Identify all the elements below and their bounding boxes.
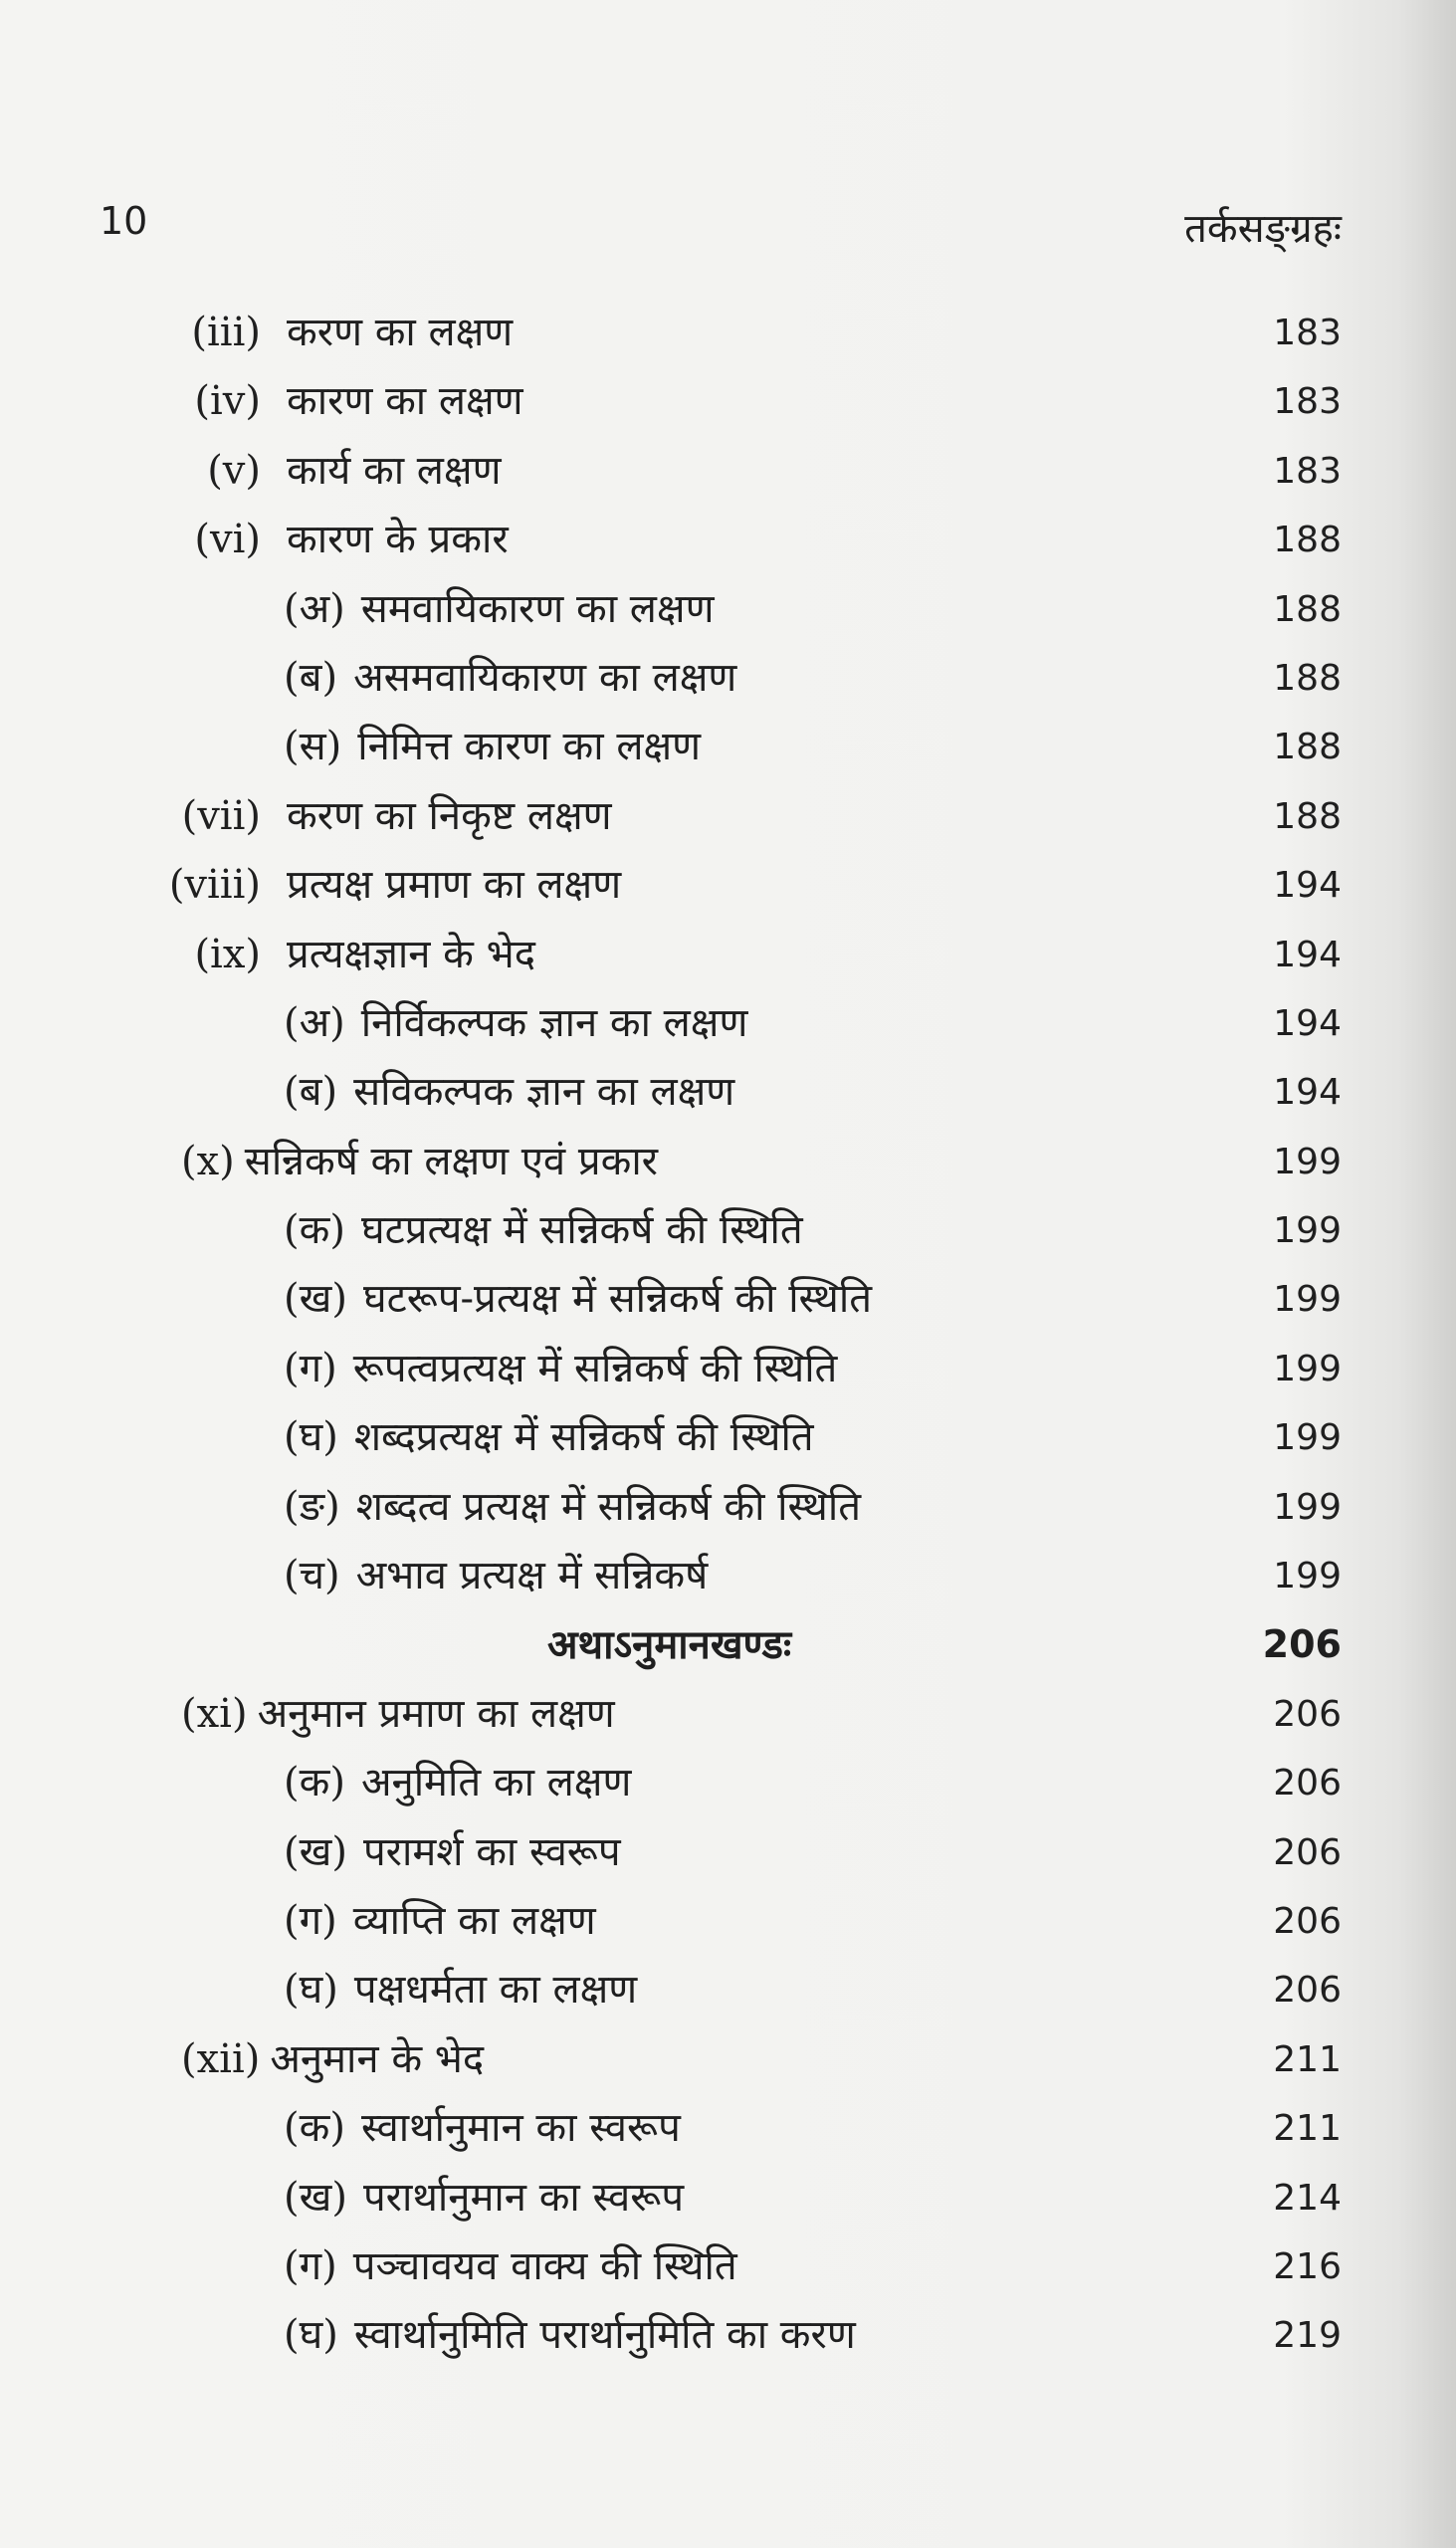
subentry-title: असमवायिकारण का लक्षण	[353, 654, 737, 701]
subentry-marker: (क)	[284, 1207, 345, 1254]
page-reference: 183	[1273, 450, 1342, 492]
toc-entry	[149, 506, 1342, 574]
subentry-title: स्वार्थानुमान का स्वरूप	[360, 2105, 681, 2152]
subentry-marker: (घ)	[284, 2312, 338, 2359]
toc-entry	[149, 921, 1342, 989]
subentry-title: समवायिकारण का लक्षण	[360, 585, 715, 632]
table-of-contents	[149, 299, 1342, 2371]
toc-entry	[149, 782, 1342, 851]
toc-subentry	[149, 1818, 1342, 1887]
page-reference: 206	[1273, 1763, 1342, 1805]
toc-subentry	[149, 1749, 1342, 1817]
subentry-wrapper	[149, 1829, 621, 1875]
subentry-title: अभाव प्रत्यक्ष में सन्निकर्ष	[355, 1553, 709, 1599]
page-reference: 194	[1273, 934, 1342, 975]
page-reference: 194	[1273, 865, 1342, 907]
subentry-marker: (ब)	[284, 654, 338, 701]
entry-number: (iii)	[191, 310, 261, 355]
toc-subentry	[149, 2164, 1342, 2232]
page-reference: 214	[1273, 2177, 1342, 2219]
toc-entry	[149, 2025, 1342, 2094]
toc-entry	[149, 1680, 1342, 1749]
subentry-wrapper	[149, 1898, 596, 1944]
toc-subentry	[149, 1058, 1342, 1127]
page-reference: 188	[1273, 795, 1342, 837]
entry-number: (vi)	[194, 517, 261, 563]
toc-entry	[149, 437, 1342, 506]
toc-entry	[149, 1128, 1342, 1196]
page-number: 10	[100, 199, 148, 243]
subentry-title: रूपत्वप्रत्यक्ष में सन्निकर्ष की स्थिति	[352, 1345, 838, 1391]
entry-number: (xi)	[181, 1690, 248, 1737]
subentry-marker: (ग)	[284, 1897, 337, 1944]
entry-title: अनुमान प्रमाण का लक्षण	[257, 1690, 615, 1737]
page-reference: 199	[1273, 1141, 1342, 1182]
subentry-marker: (घ)	[284, 1967, 338, 2014]
subentry-wrapper	[149, 2105, 681, 2151]
page-reference: 199	[1273, 1486, 1342, 1528]
page-reference: 199	[1273, 1417, 1342, 1459]
subentry-title: सविकल्पक ज्ञान का लक्षण	[353, 1069, 735, 1116]
subentry-marker: (ङ)	[284, 1483, 340, 1530]
subentry-wrapper	[149, 655, 736, 701]
subentry-title: परार्थानुमान का स्वरूप	[362, 2174, 685, 2221]
subentry-wrapper	[149, 2175, 684, 2221]
subentry-title: घटप्रत्यक्ष में सन्निकर्ष की स्थिति	[360, 1207, 803, 1254]
subentry-marker: (ग)	[284, 2242, 337, 2289]
toc-subentry	[149, 2301, 1342, 2370]
page-reference: 188	[1273, 657, 1342, 699]
page-reference: 206	[1273, 1970, 1342, 2012]
entry-title: सन्निकर्ष का लक्षण एवं प्रकार	[244, 1138, 659, 1184]
toc-subentry	[149, 1956, 1342, 2024]
subentry-title: अनुमिति का लक्षण	[360, 1760, 632, 1806]
subentry-wrapper	[149, 724, 701, 769]
subentry-wrapper	[149, 1760, 631, 1805]
subentry-marker: (क)	[284, 1760, 345, 1806]
entry-title: कारण के प्रकार	[287, 517, 509, 563]
toc-subentry	[149, 713, 1342, 781]
page-header	[100, 199, 1342, 259]
subentry-wrapper	[149, 1484, 861, 1530]
page-reference: 219	[1273, 2315, 1342, 2357]
toc-subentry	[149, 1196, 1342, 1265]
subentry-title: स्वार्थानुमिति परार्थानुमिति का करण	[353, 2312, 856, 2359]
subentry-title: निर्विकल्पक ज्ञान का लक्षण	[360, 999, 748, 1046]
subentry-wrapper	[149, 2243, 737, 2289]
subentry-title: व्याप्ति का लक्षण	[352, 1897, 596, 1944]
subentry-marker: (घ)	[284, 1414, 338, 1461]
toc-subentry	[149, 1887, 1342, 1956]
toc-subentry	[149, 1265, 1342, 1334]
subentry-marker: (अ)	[284, 585, 345, 632]
toc-subentry	[149, 1403, 1342, 1472]
page-reference: 199	[1273, 1348, 1342, 1389]
toc-entry	[149, 851, 1342, 920]
entry-number: (vii)	[181, 792, 261, 839]
subentry-title: परामर्श का स्वरूप	[362, 1828, 621, 1875]
subentry-wrapper	[149, 1346, 837, 1391]
page-reference: 183	[1273, 313, 1342, 353]
subentry-title: पञ्चावयव वाक्य की स्थिति	[352, 2242, 737, 2289]
toc-subentry	[149, 2094, 1342, 2163]
toc-subentry	[149, 1335, 1342, 1403]
page-reference: 211	[1273, 2038, 1342, 2080]
subentry-title: पक्षधर्मता का लक्षण	[353, 1967, 638, 2014]
book-title: तर्कसङ्ग्रहः	[1184, 206, 1342, 252]
subentry-wrapper	[149, 1207, 803, 1253]
subentry-wrapper	[149, 1553, 708, 1598]
entry-title: प्रत्यक्ष प्रमाण का लक्षण	[287, 862, 622, 909]
page-reference: 199	[1273, 1556, 1342, 1597]
toc-subentry	[149, 644, 1342, 713]
page-reference: 206	[1273, 1900, 1342, 1942]
subentry-wrapper	[149, 1414, 814, 1460]
page-reference: 194	[1273, 1002, 1342, 1044]
page-reference: 199	[1273, 1279, 1342, 1321]
toc-subentry	[149, 575, 1342, 644]
page-reference: 211	[1273, 2108, 1342, 2150]
subentry-marker: (ख)	[284, 2174, 347, 2221]
entry-number: (viii)	[168, 862, 261, 909]
subentry-wrapper	[149, 1000, 747, 1046]
subentry-title: शब्दप्रत्यक्ष में सन्निकर्ष की स्थिति	[353, 1414, 814, 1461]
toc-section-heading	[149, 1610, 1342, 1679]
entry-number: (xii)	[181, 2035, 261, 2082]
section-title: अथाऽनुमानखण्डः	[547, 1621, 792, 1669]
entry-number: (x)	[181, 1138, 235, 1184]
subentry-marker: (ख)	[284, 1276, 347, 1323]
subentry-marker: (ब)	[284, 1069, 338, 1116]
subentry-wrapper	[149, 2312, 856, 2358]
subentry-wrapper	[149, 586, 715, 632]
subentry-title: निमित्त कारण का लक्षण	[357, 724, 702, 770]
subentry-wrapper	[149, 1276, 872, 1322]
subentry-marker: (स)	[284, 724, 342, 770]
page-reference: 216	[1273, 2245, 1342, 2287]
subentry-marker: (च)	[284, 1553, 340, 1599]
page-reference: 206	[1273, 1693, 1342, 1735]
page-reference: 206	[1273, 1831, 1342, 1873]
entry-title: करण का निकृष्ट लक्षण	[287, 792, 612, 839]
subentry-title: शब्दत्व प्रत्यक्ष में सन्निकर्ष की स्थिति	[355, 1483, 861, 1530]
entry-title: अनुमान के भेद	[270, 2035, 485, 2082]
page-reference: 194	[1273, 1072, 1342, 1114]
entry-number: (v)	[207, 447, 261, 494]
subentry-wrapper	[149, 1069, 734, 1115]
page-reference: 188	[1273, 727, 1342, 768]
toc-entry	[149, 367, 1342, 436]
toc-entry	[149, 299, 1342, 367]
entry-number: (iv)	[194, 378, 261, 425]
subentry-marker: (क)	[284, 2105, 345, 2152]
page-reference: 183	[1273, 381, 1342, 423]
entry-number: (ix)	[194, 931, 261, 977]
toc-subentry	[149, 989, 1342, 1058]
entry-title: प्रत्यक्षज्ञान के भेद	[287, 931, 535, 977]
entry-title: कार्य का लक्षण	[287, 447, 502, 494]
toc-subentry	[149, 2232, 1342, 2301]
toc-subentry	[149, 1542, 1342, 1610]
entry-title: कारण का लक्षण	[287, 378, 523, 425]
page-reference: 199	[1273, 1210, 1342, 1252]
page-reference: 188	[1273, 588, 1342, 630]
toc-subentry	[149, 1473, 1342, 1542]
subentry-marker: (ख)	[284, 1828, 347, 1875]
entry-title: करण का लक्षण	[287, 310, 514, 355]
page-reference: 188	[1273, 520, 1342, 561]
subentry-marker: (अ)	[284, 999, 345, 1046]
page-reference: 206	[1262, 1622, 1342, 1667]
subentry-wrapper	[149, 1967, 637, 2013]
subentry-marker: (ग)	[284, 1345, 337, 1391]
subentry-title: घटरूप-प्रत्यक्ष में सन्निकर्ष की स्थिति	[362, 1276, 873, 1323]
